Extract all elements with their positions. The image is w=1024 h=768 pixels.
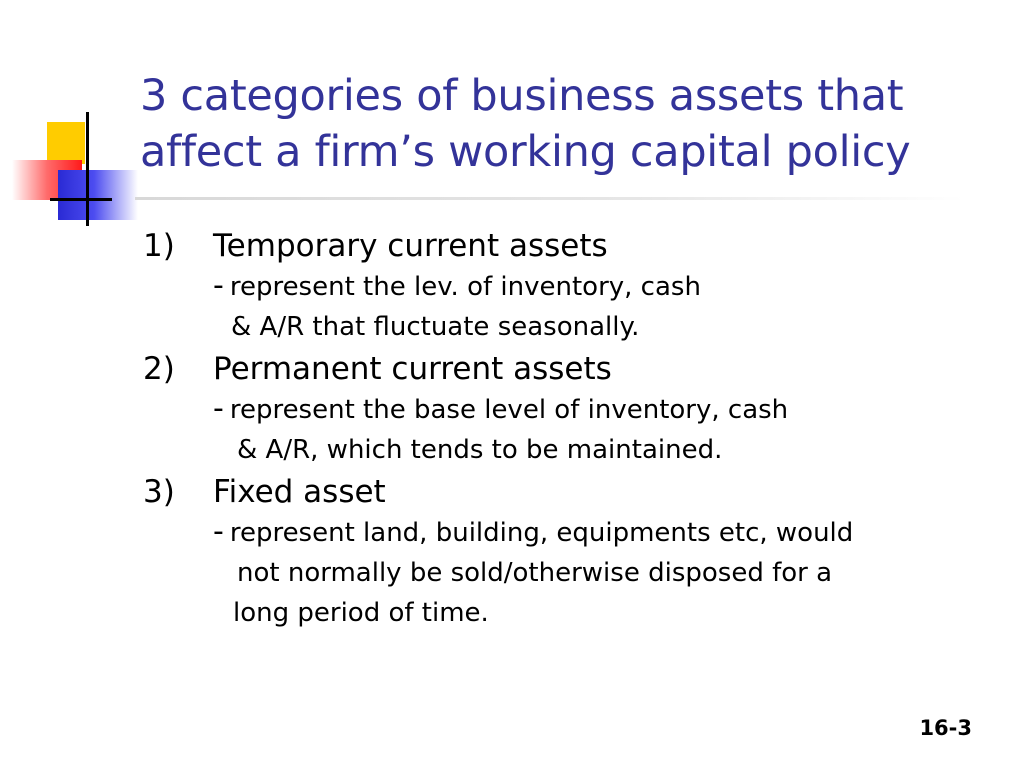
list-item-number: 3) <box>143 474 175 510</box>
logo-icon <box>0 0 140 240</box>
list-item-heading <box>143 226 1003 266</box>
list-item <box>143 472 1003 633</box>
logo-blue-square <box>58 170 138 220</box>
dash-marker: - <box>213 514 224 549</box>
logo-horizontal-line <box>50 198 112 201</box>
list-item-title: Permanent current assets <box>213 351 612 387</box>
dash-marker: - <box>213 391 224 426</box>
description-line: long period of time. <box>233 598 489 628</box>
list-item <box>143 226 1003 347</box>
list-item-description <box>213 389 1003 470</box>
logo-yellow-square <box>47 122 85 164</box>
slide-number: 16-3 <box>919 716 972 740</box>
list-item-number: 2) <box>143 351 175 387</box>
asset-category-list <box>143 226 1003 633</box>
list-item-title: Fixed asset <box>213 474 386 510</box>
list-item-description <box>213 512 1003 633</box>
slide-title <box>140 68 1000 180</box>
list-item-heading <box>143 349 1003 389</box>
logo-vertical-line <box>86 112 89 226</box>
list-item <box>143 349 1003 470</box>
description-line: & A/R that fluctuate seasonally. <box>231 312 640 342</box>
list-item-heading <box>143 472 1003 512</box>
description-line: represent the lev. of inventory, cash <box>229 272 701 302</box>
description-line: not normally be sold/otherwise disposed for a <box>237 558 833 588</box>
description-line: represent the base level of inventory, cash <box>229 395 789 425</box>
description-line: represent land, building, equipments etc, would <box>229 518 854 548</box>
title-line-1: 3 categories of business assets that <box>140 71 904 121</box>
title-divider <box>135 197 965 200</box>
dash-marker: - <box>213 268 224 303</box>
description-line: & A/R, which tends to be maintained. <box>237 435 723 465</box>
list-item-description <box>213 266 1003 347</box>
list-item-title: Temporary current assets <box>213 228 608 264</box>
title-line-2: affect a firm’s working capital policy <box>140 127 911 177</box>
list-item-number: 1) <box>143 228 175 264</box>
